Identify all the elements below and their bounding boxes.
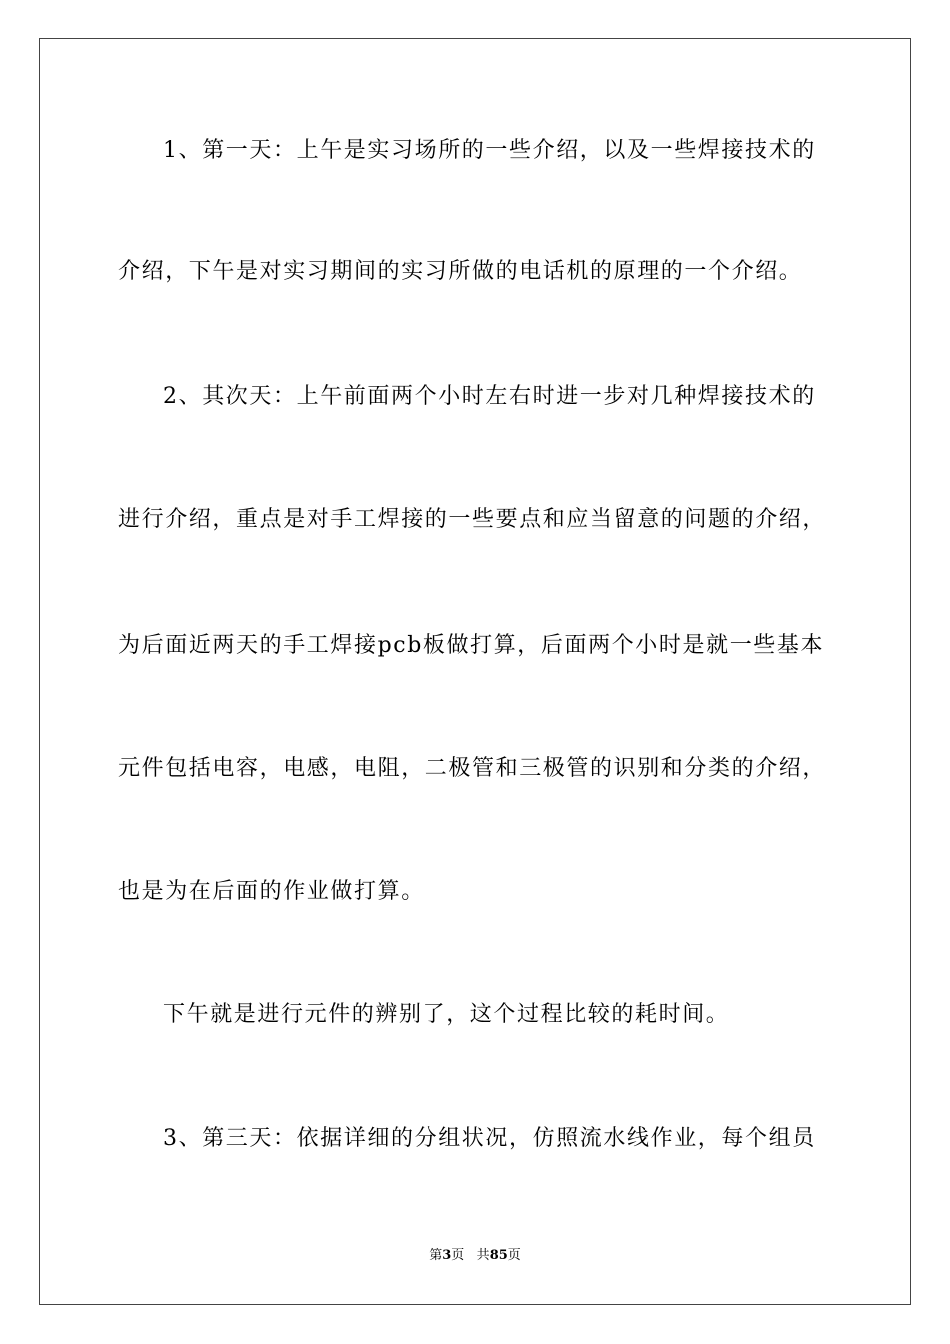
page-number: 3: [442, 1248, 452, 1263]
page-footer: [0, 1248, 950, 1264]
paragraph-line-8: 下午就是进行元件的辨别了，这个过程比较的耗时间。: [163, 1002, 730, 1027]
total-suffix: 页: [507, 1248, 521, 1263]
paragraph-line-3: 2、其次天：上午前面两个小时左右时进一步对几种焊接技术的: [163, 384, 816, 409]
page-suffix: 页: [451, 1248, 465, 1263]
total-prefix: 共: [476, 1248, 490, 1263]
paragraph-line-7: 也是为在后面的作业做打算。: [118, 879, 425, 904]
paragraph-line-2: 介绍，下午是对实习期间的实习所做的电话机的原理的一个介绍。: [118, 259, 803, 284]
paragraph-line-6: 元件包括电容，电感，电阻，二极管和三极管的识别和分类的介绍，: [118, 756, 827, 781]
paragraph-line-4: 进行介绍，重点是对手工焊接的一些要点和应当留意的问题的介绍，: [118, 507, 827, 532]
page-frame: [39, 38, 911, 1305]
total-pages: 85: [489, 1248, 508, 1263]
paragraph-line-1: 1、第一天：上午是实习场所的一些介绍，以及一些焊接技术的: [163, 138, 816, 163]
paragraph-line-5: 为后面近两天的手工焊接pcb板做打算，后面两个小时是就一些基本: [118, 633, 825, 658]
page-prefix: 第: [429, 1248, 443, 1263]
paragraph-line-9: 3、第三天：依据详细的分组状况，仿照流水线作业，每个组员: [163, 1126, 816, 1151]
